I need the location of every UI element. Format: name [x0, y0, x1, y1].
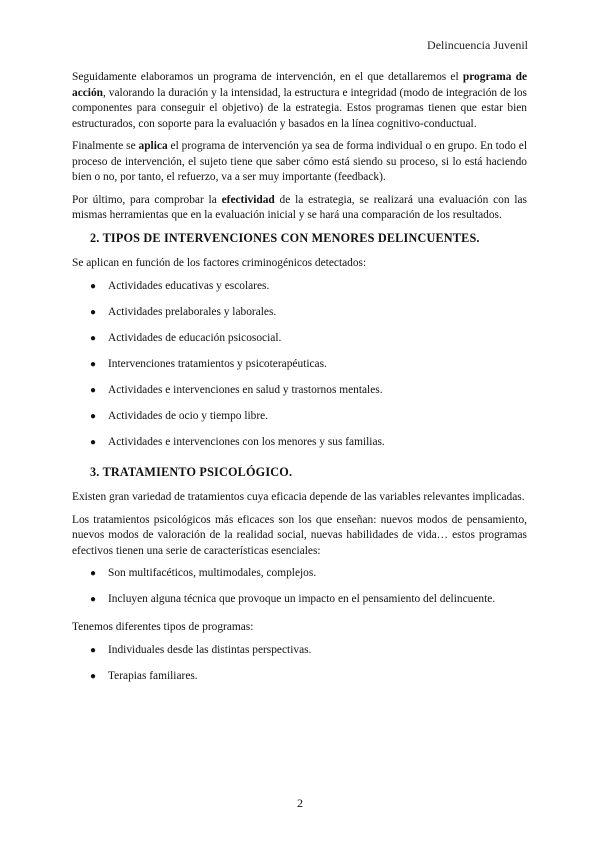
list-item-text: Son multifacéticos, multimodales, complejos.: [108, 567, 317, 579]
list-item: [72, 592, 527, 618]
bullet-icon: ●: [90, 280, 97, 292]
running-header: Delincuencia Juvenil: [427, 38, 528, 52]
paragraph-application: [72, 139, 527, 186]
text-span: Seguidamente elaboramos un programa de intervención, en el que detallaremos el: [72, 71, 463, 83]
section-heading-3: 3. TRATAMIENTO PSICOLÓGICO.: [90, 464, 293, 479]
list-item: [72, 305, 527, 331]
page-body: [72, 70, 527, 697]
list-item-text: Incluyen alguna técnica que provoque un impacto en el pensamiento del delincuente.: [108, 593, 496, 605]
bullet-icon: ●: [90, 644, 97, 656]
programs-list: [72, 643, 527, 695]
bullet-icon: ●: [90, 306, 97, 318]
list-item-text: Terapias familiares.: [108, 669, 198, 682]
list-item-text: Actividades e intervenciones en salud y trastornos mentales.: [108, 383, 383, 396]
list-item-text: Individuales desde las distintas perspectivas.: [108, 643, 312, 656]
bullet-icon: ●: [90, 358, 97, 370]
list-item-text: Actividades de ocio y tiempo libre.: [108, 409, 269, 422]
section3-paragraph-effective: Los tratamientos psicológicos más eficaces son los que enseñan: nuevos modos de pensamiento, nuevos modos de valoración de la realidad social, nuevas habilidades de vida… estos programas efectivos tienen una serie de características esenciales:: [72, 513, 527, 557]
section-heading-2: 2. TIPOS DE INTERVENCIONES CON MENORES DELINCUENTES.: [90, 230, 480, 245]
list-item-text: Actividades prelaborales y laborales.: [108, 305, 277, 318]
list-item: [72, 643, 527, 669]
bullet-icon: ●: [90, 594, 97, 605]
list-item-text: Actividades educativas y escolares.: [108, 279, 270, 292]
bold-term: efectividad: [221, 193, 275, 206]
bullet-icon: ●: [90, 410, 97, 422]
list-item: [72, 383, 527, 409]
bullet-icon: ●: [90, 568, 97, 579]
section3-programs-intro: Tenemos diferentes tipos de programas:: [72, 621, 254, 633]
section3-paragraph-variety: Existen gran variedad de tratamientos cuya eficacia depende de las variables relevantes implicadas.: [72, 491, 525, 503]
page-number: 2: [297, 796, 303, 810]
text-span: Finalmente se: [72, 140, 139, 152]
features-list: [72, 566, 527, 618]
bold-term: aplica: [138, 140, 168, 152]
list-item: [72, 669, 527, 695]
text-span: , valorando la duración y la intensidad, la estructura e integridad (modo de integración de los componentes para conseguir el objetivo) de la estrategia. Estos programas tienen que estar bien estructurados, con soporte para la evaluación y basados en la línea cognitivo-conductual.: [72, 86, 527, 130]
bullet-icon: ●: [90, 384, 97, 396]
paragraph-program-design: [72, 70, 527, 132]
list-item: [72, 331, 527, 357]
text-span: el programa de intervención ya sea de forma individual o en grupo. En todo el proceso de intervención, el sujeto tiene que saber cómo está siendo su proceso, si lo está haciendo bien o no, por tanto, el refuerzo, va a ser muy importante (feedback).: [72, 140, 527, 183]
text-span: Por último, para comprobar la: [72, 193, 222, 206]
bullet-icon: ●: [90, 436, 97, 448]
paragraph-evaluation: [72, 193, 527, 224]
list-item: [72, 435, 527, 461]
list-item: [72, 409, 527, 435]
bold-term: programa de acción: [72, 71, 527, 99]
bullet-icon: ●: [90, 670, 97, 682]
list-item-text: Actividades de educación psicosocial.: [108, 331, 282, 344]
section2-intro: Se aplican en función de los factores criminogénicos detectados:: [72, 257, 367, 269]
list-item-text: Intervenciones tratamientos y psicoterapéuticas.: [108, 357, 327, 370]
list-item: [72, 566, 527, 592]
list-item-text: Actividades e intervenciones con los menores y sus familias.: [108, 435, 385, 448]
bullet-icon: ●: [90, 332, 97, 344]
intervention-types-list: [72, 279, 527, 461]
list-item: [72, 279, 527, 305]
list-item: [72, 357, 527, 383]
text-span: de la estrategia, se realizará una evaluación con las mismas herramientas que en la evaluación inicial y se hará una comparación de los resultados.: [72, 193, 527, 221]
